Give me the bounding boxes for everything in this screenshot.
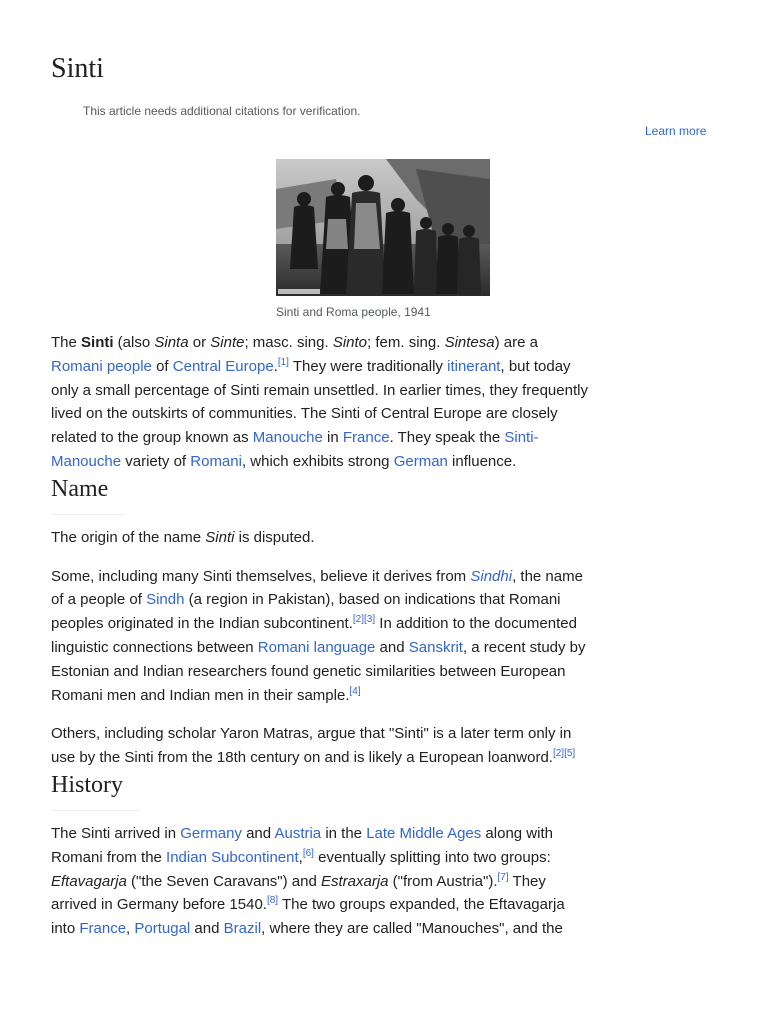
- link-france[interactable]: France: [79, 920, 127, 938]
- text: ; masc. sing.: [244, 334, 333, 351]
- link-germany[interactable]: Germany: [180, 824, 242, 842]
- ref-8[interactable]: [8]: [266, 895, 279, 907]
- text: ; fem. sing.: [367, 334, 445, 351]
- ref-3[interactable]: [3]: [364, 614, 376, 626]
- name-paragraph-sindhi: [51, 565, 591, 708]
- text: in: [322, 429, 343, 447]
- text: of: [151, 357, 173, 375]
- link-sinti-manouche[interactable]: Sinti-Manouche: [51, 429, 539, 470]
- text: (a region in Pakistan), based on indications that Romani peoples originated in the Indian subcontinent.: [51, 591, 561, 633]
- italic-term: Eftavagarja: [51, 872, 127, 890]
- link-sindhi[interactable]: [470, 568, 512, 585]
- name-paragraph-origin: [51, 526, 591, 550]
- text: ,: [126, 920, 135, 938]
- page-title: Sinti: [51, 53, 104, 84]
- text: In addition to the documented linguistic connections between: [51, 615, 577, 656]
- text: Some, including many Sinti themselves, believe it derives from: [51, 567, 471, 585]
- text: , the name of a people of: [51, 567, 583, 609]
- text: is disputed.: [234, 528, 315, 546]
- link-romani[interactable]: Romani: [190, 452, 242, 470]
- text: and: [241, 824, 275, 842]
- link-austria[interactable]: Austria: [274, 824, 322, 842]
- link-manouche[interactable]: Manouche: [252, 429, 323, 447]
- history-paragraph: [51, 822, 591, 941]
- text: ("from Austria").: [388, 872, 498, 890]
- ref-5[interactable]: [5]: [564, 748, 576, 760]
- text: variety of: [121, 452, 191, 470]
- text: in the: [321, 824, 367, 842]
- italic-term: Sinta: [154, 334, 189, 351]
- text: The: [51, 334, 82, 351]
- italic-term: Estraxarja: [320, 872, 389, 890]
- ref-6[interactable]: [6]: [302, 847, 314, 859]
- link-late-middle-ages[interactable]: Late Middle Ages: [366, 824, 482, 842]
- text: The origin of the name: [51, 528, 206, 546]
- italic-term: Sintesa: [444, 334, 495, 351]
- sinti-roma-photo[interactable]: [276, 159, 490, 296]
- section-heading-history: History: [51, 770, 139, 811]
- text: along with Romani from the: [51, 824, 553, 866]
- text: , but today only a small percentage of Sinti remain unsettled. In earlier times, they frequently lived on the outskirts of communities. The Sinti of Central Europe are closely related to the group known as: [51, 357, 588, 447]
- text: , where they are called "Manouches", and the: [261, 920, 563, 938]
- text: The Sinti arrived in: [51, 824, 181, 842]
- learn-more-link[interactable]: Learn more: [645, 124, 707, 138]
- intro-paragraph: [51, 331, 591, 474]
- text: eventually splitting into two groups:: [313, 848, 551, 866]
- section-heading-name: Name: [51, 474, 124, 515]
- text: They were traditionally: [288, 357, 448, 375]
- ref-2[interactable]: [2]: [352, 614, 365, 626]
- article-body: [51, 331, 591, 941]
- ref-2[interactable]: [2]: [552, 748, 565, 760]
- text: They arrived in Germany before 1540.: [51, 872, 546, 914]
- link-romani-language[interactable]: Romani language: [257, 638, 376, 656]
- link-central-europe[interactable]: Central Europe: [172, 357, 274, 375]
- link-sanskrit[interactable]: Sanskrit: [408, 638, 463, 656]
- text: and: [375, 638, 409, 656]
- link-brazil[interactable]: Brazil: [223, 920, 262, 938]
- text: Others, including scholar Yaron Matras, argue that "Sinti" is a later term only in use by the Sinti from the 18th century on and is likely a European loanword.: [51, 725, 572, 767]
- italic-term: Sinte: [210, 334, 245, 351]
- text: .: [273, 357, 278, 375]
- ref-7[interactable]: [7]: [497, 871, 509, 883]
- text: or: [188, 334, 211, 351]
- text: ,: [298, 848, 303, 866]
- text: . They speak the: [389, 429, 505, 447]
- link-portugal[interactable]: Portugal: [134, 920, 191, 938]
- text: ("the Seven Caravans") and: [126, 872, 321, 890]
- link-indian-subcontinent[interactable]: Indian Subcontinent: [166, 848, 299, 866]
- name-paragraph-matras: [51, 722, 591, 770]
- ref-1[interactable]: [1]: [277, 356, 289, 368]
- text: ) are a: [494, 334, 538, 351]
- text: (also: [113, 334, 155, 351]
- citation-notice: This article needs additional citations for verification.: [83, 104, 361, 118]
- link-france[interactable]: France: [342, 429, 390, 447]
- italic-term: Sinto: [332, 334, 368, 351]
- link-itinerant[interactable]: itinerant: [447, 357, 501, 375]
- italic-term: Sinti: [205, 528, 235, 546]
- italic-link-text: Sindhi: [470, 567, 513, 585]
- ref-4[interactable]: [4]: [349, 685, 361, 697]
- article-figure: [276, 159, 491, 319]
- text: , a recent study by Estonian and Indian researchers found genetic similarities between European Romani men and Indian men in their sample.: [51, 638, 586, 704]
- link-sindh[interactable]: Sindh: [146, 591, 185, 609]
- figure-caption: Sinti and Roma people, 1941: [276, 305, 431, 319]
- text: influence.: [447, 452, 517, 470]
- text: The two groups expanded, the Eftavagarja into: [51, 896, 565, 938]
- link-romani-people[interactable]: Romani people: [51, 357, 152, 375]
- text: and: [190, 920, 224, 938]
- bold-term: Sinti: [81, 334, 114, 351]
- text: , which exhibits strong: [241, 452, 394, 470]
- link-german[interactable]: German: [393, 452, 448, 470]
